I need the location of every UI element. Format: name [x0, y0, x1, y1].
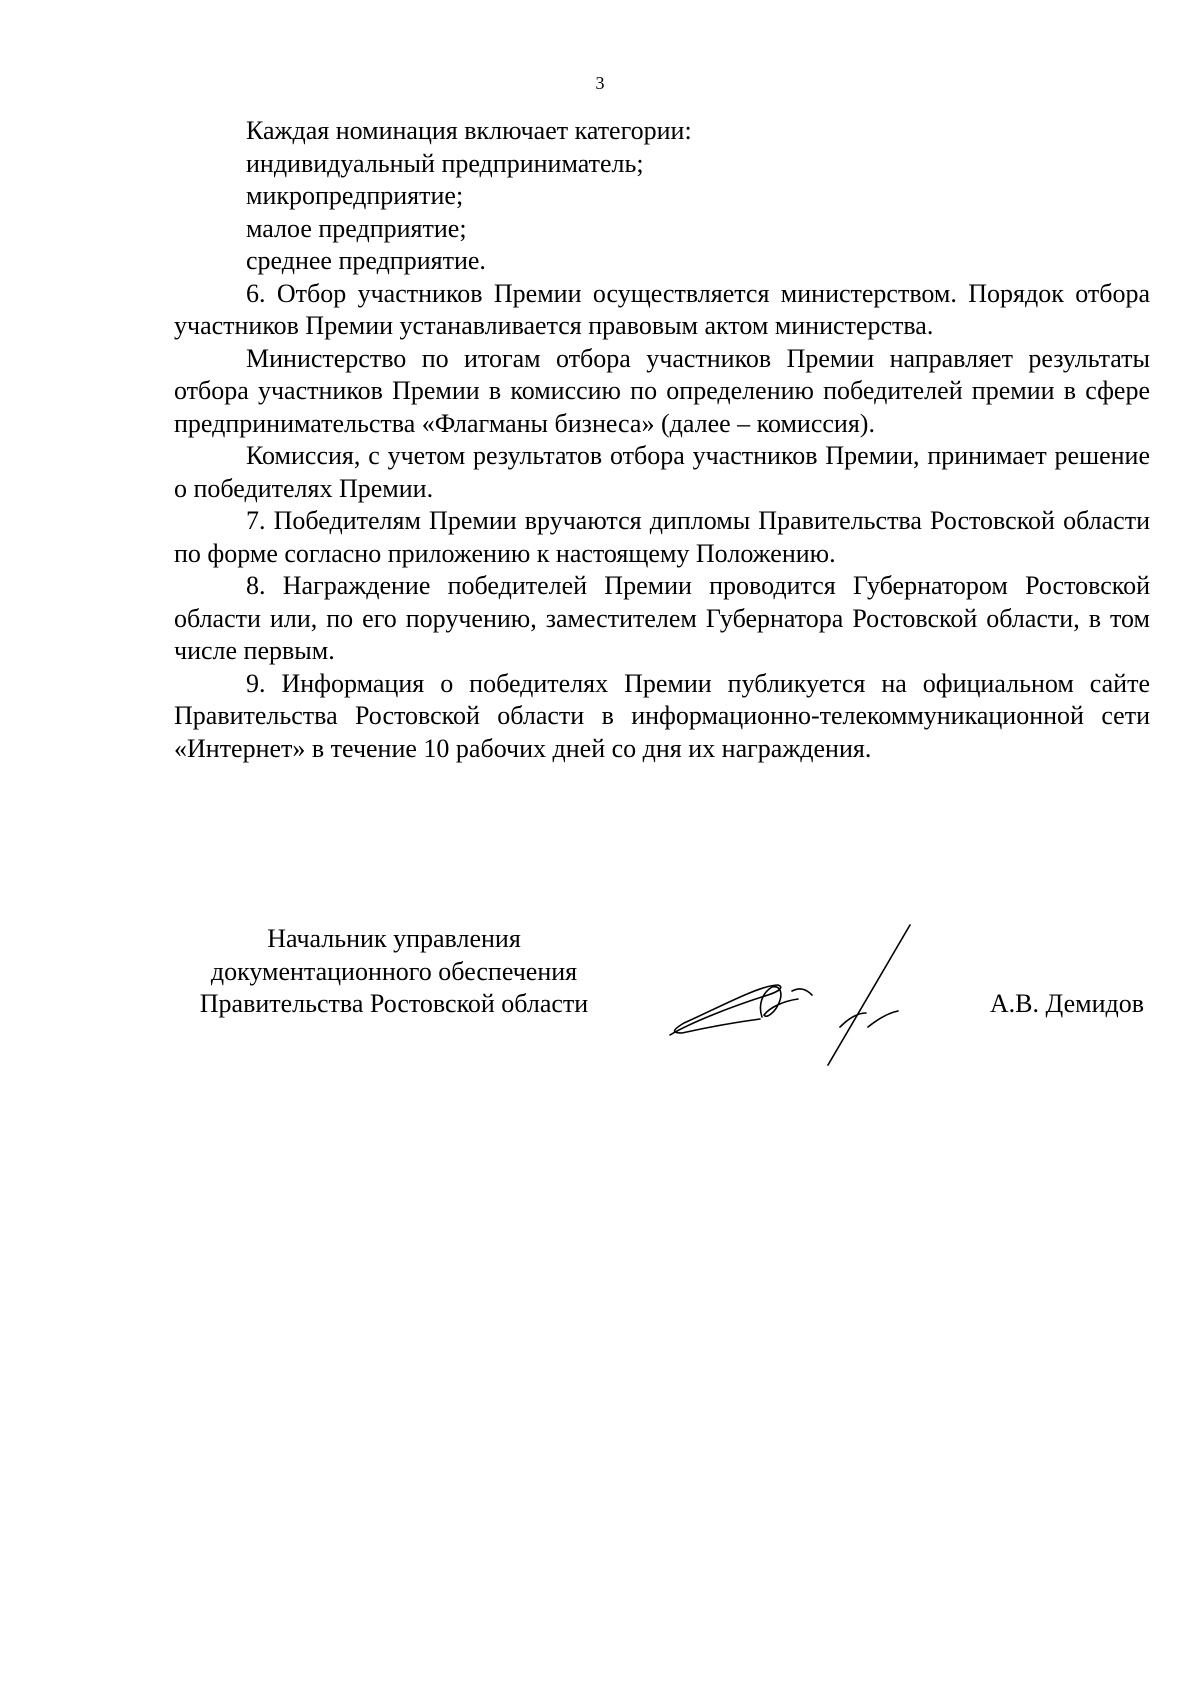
signatory-title-line: Правительства Ростовской области [199, 989, 589, 1018]
signatory-title-line: документационного обеспечения [210, 956, 578, 986]
page-number: 3 [595, 73, 605, 93]
paragraph: Министерство по итогам отбора участников Премии направляет результаты отбора участников Премии в комиссию по определению победителей премии в сфере предпринимательства «Флагманы бизнеса» (далее – комиссия). [174, 343, 1150, 438]
signatory-name: А.В. Демидов [989, 989, 1144, 1018]
paragraph: микропредприятие; [246, 181, 464, 210]
paragraph: 6. Отбор участников Премии осуществляется министерством. Порядок отбора участников Премии устанавливается правовым актом министерства. [174, 278, 1150, 340]
paragraph: индивидуальный предприниматель; [246, 148, 644, 178]
paragraph: Каждая номинация включает категории: [246, 116, 692, 145]
signatory-title-line: Начальник управления [267, 924, 521, 953]
paragraph: среднее предприятие. [246, 246, 486, 275]
signatory-title [174, 923, 614, 1021]
paragraph: 7. Победителям Премии вручаются дипломы Правительства Ростовской области по форме согласно приложению к настоящему Положению. [174, 506, 1150, 568]
paragraph: Комиссия, с учетом результатов отбора участников Премии, принимает решение о победителях Премии. [174, 441, 1150, 503]
paragraph: 9. Информация о победителях Премии публикуется на официальном сайте Правительства Ростовской области в информационно-телекоммуникационной сети «Интернет» в течение 10 рабочих дней со дня их награждения. [174, 668, 1150, 763]
handwritten-signature [660, 915, 960, 1075]
paragraph: малое предприятие; [246, 213, 467, 243]
document-body [174, 115, 1150, 765]
paragraph: 8. Награждение победителей Премии проводится Губернатором Ростовской области или, по его поручению, заместителем Губернатора Ростовской области, в том числе первым. [174, 571, 1150, 665]
